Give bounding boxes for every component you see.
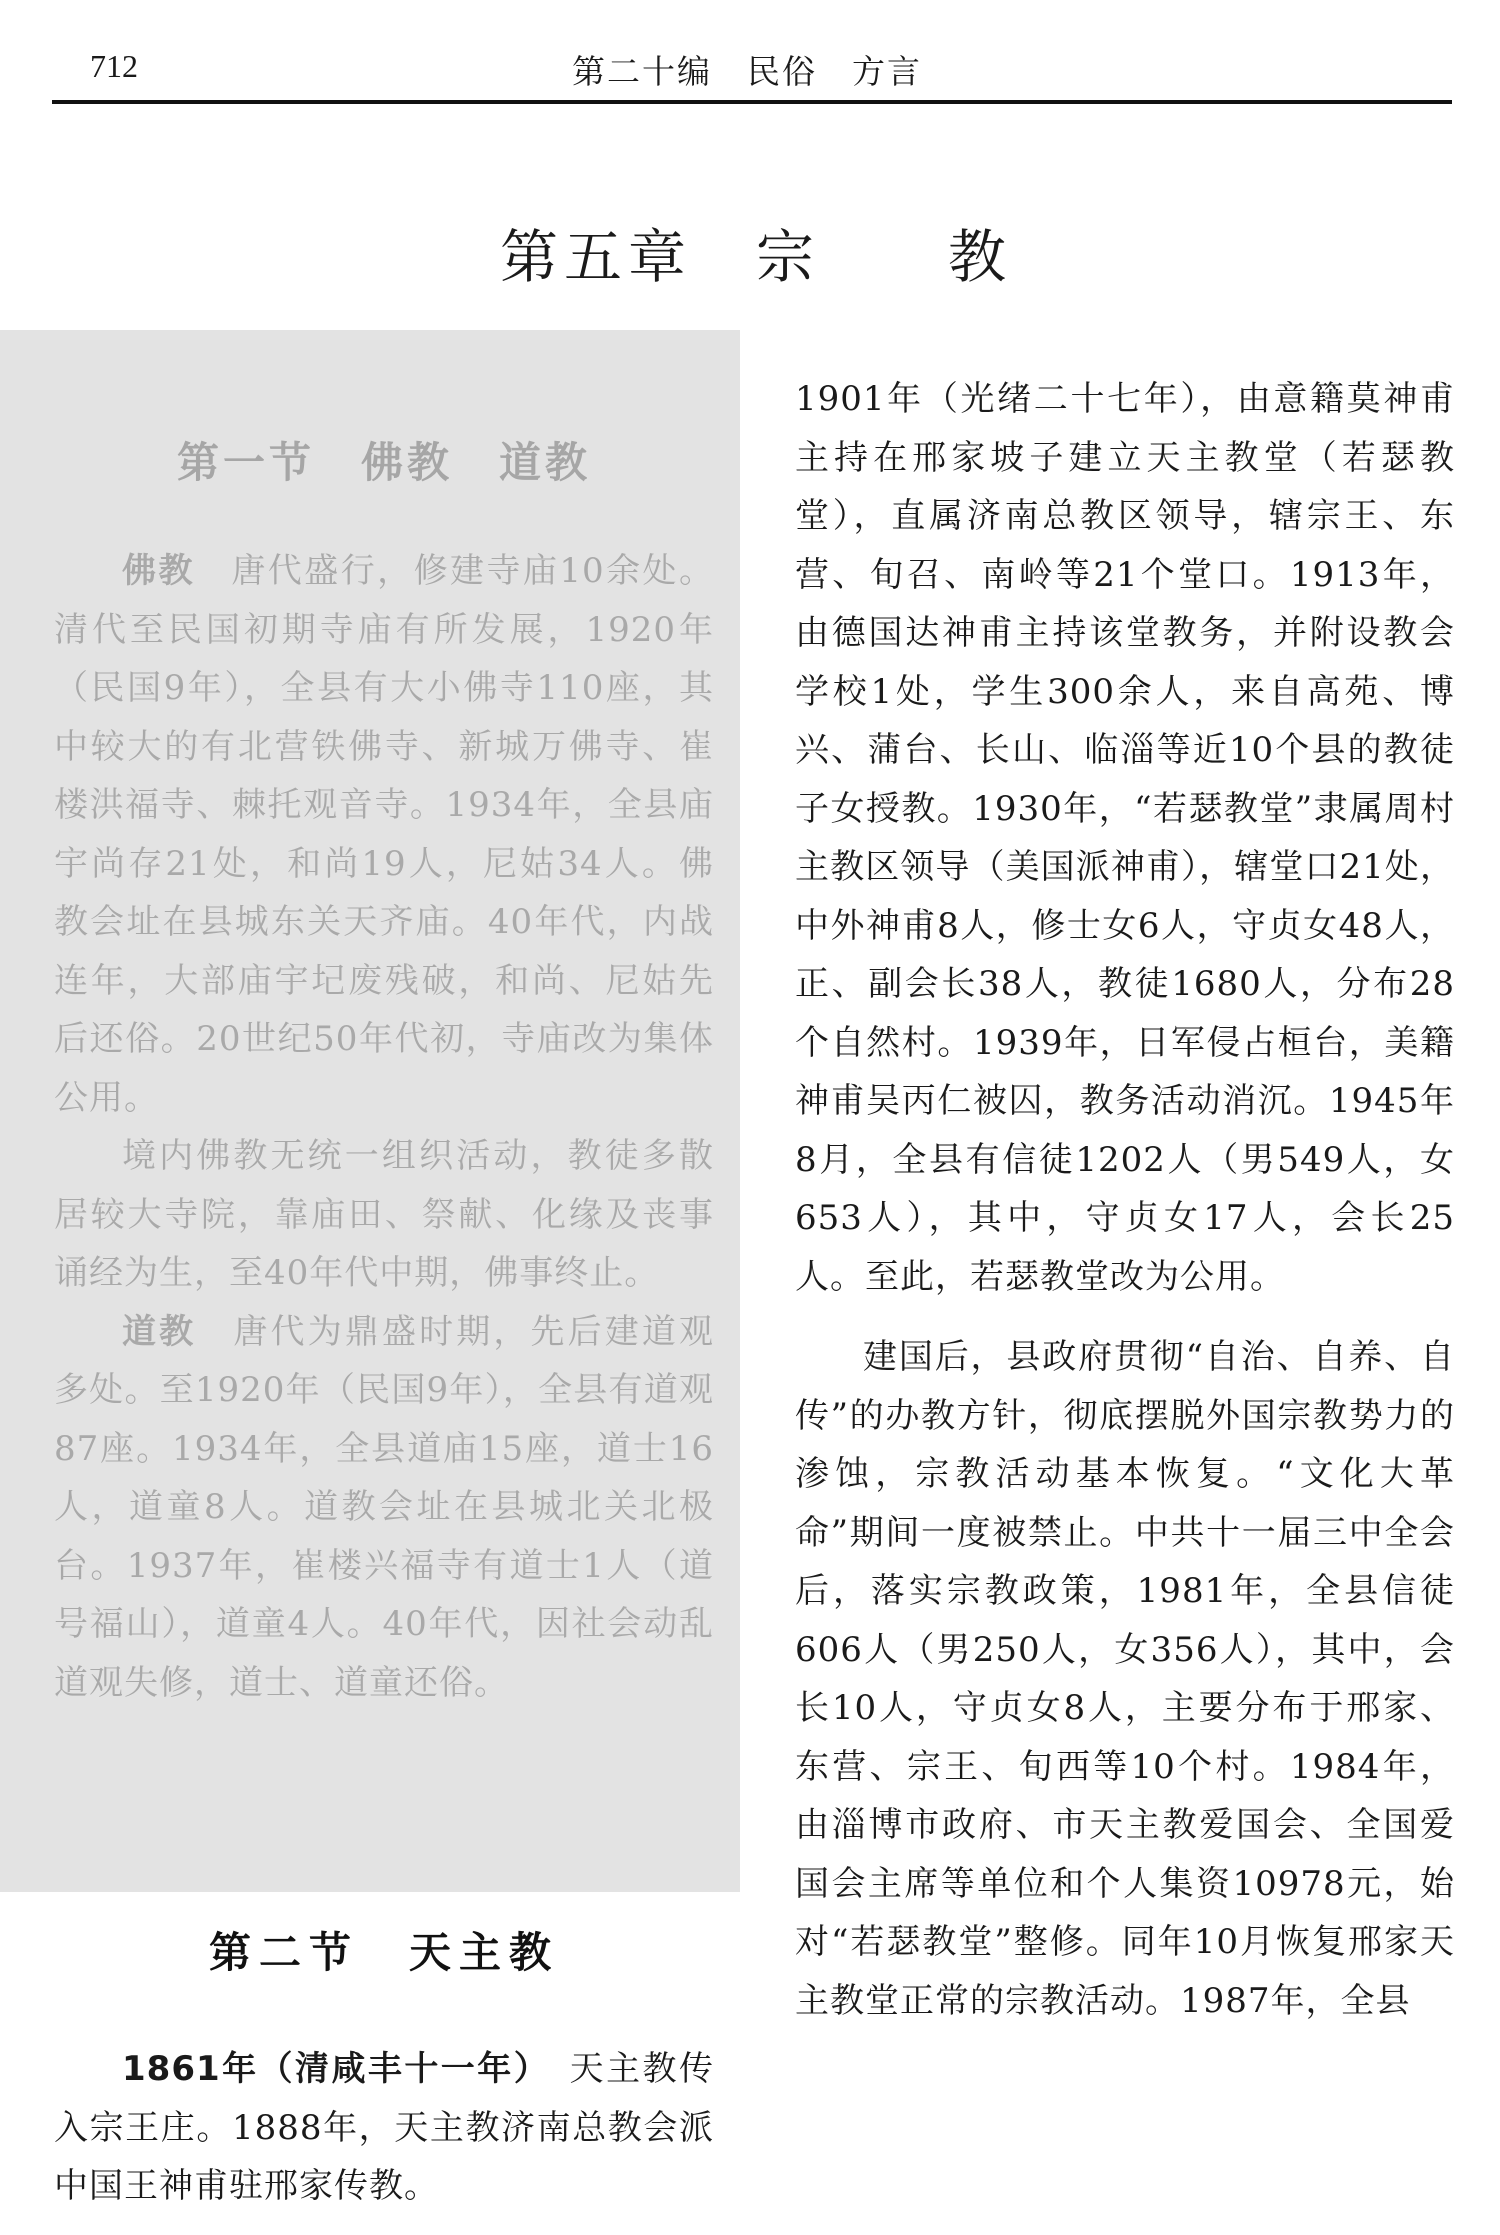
- header-rule: [52, 100, 1452, 104]
- running-title: 第二十编 民俗 方言: [572, 52, 922, 91]
- chapter-title: 第五章 宗 教: [500, 223, 1013, 291]
- catholic-lead-date: 1861年（清咸丰十一年）: [122, 2049, 534, 2089]
- catholic-text-1-left: 天主教传入宗王庄。1888年，天主教济南总教会派中国王神甫驻邢家传教。: [54, 2049, 715, 2206]
- section1-title: 第一节 佛教 道教: [176, 438, 591, 487]
- taoism-paragraph-1: [54, 1303, 714, 1713]
- buddhism-text-1: 唐代盛行，修建寺庙10余处。清代至民国初期寺庙有所发展，1920年（民国9年），全县有大小佛寺110座，其中较大的有北营铁佛寺、新城万佛寺、崔楼洪福寺、棘托观音寺。1934年，全县庙宇尚存21处，和尚19人，尼姑34人。佛教会址在县城东关天齐庙。40年代，内战连年，大部庙宇圮废残破，和尚、尼姑先后还俗。20世纪50年代初，寺庙改为集体公用。: [54, 551, 715, 1118]
- taoism-text-1: 唐代为鼎盛时期，先后建道观多处。至1920年（民国9年），全县有道观87座。1934年，全县道庙15座，道士16人，道童8人。道教会址在县城北关北极台。1937年，崔楼兴福寺有道士1人（道号福山），道童4人。40年代，因社会动乱道观失修，道士、道童还俗。: [54, 1311, 715, 1703]
- buddhism-paragraph-1: [54, 542, 714, 1127]
- catholic-paragraph-1-continued: 1901年（光绪二十七年），由意籍莫神甫主持在邢家坡子建立天主教堂（若瑟教堂），直属济南总教区领导，辖宗王、东营、旬召、南岭等21个堂口。1913年，由德国达神甫主持该堂教务，并附设教会学校1处，学生300余人，来自高苑、博兴、蒲台、长山、临淄等近10个县的教徒子女授教。1930年，“若瑟教堂”隶属周村主教区领导（美国派神甫），辖堂口21处，中外神甫8人，修士女6人，守贞女48人，正、副会长38人，教徒1680人，分布28个自然村。1939年，日军侵占桓台，美籍神甫吴丙仁被囚，教务活动消沉。1945年8月，全县有信徒1202人（男549人，女653人），其中，守贞女17人，会长25人。至此，若瑟教堂改为公用。: [795, 379, 1455, 1297]
- buddhism-lead: 佛教: [122, 551, 195, 591]
- section2-body-left: [54, 2040, 714, 2216]
- page-header: [52, 40, 1452, 96]
- catholic-paragraph-2: 建国后，县政府贯彻“自治、自养、自传”的办教方针，彻底摆脱外国宗教势力的渗蚀，宗教活动基本恢复。“文化大革命”期间一度被禁止。中共十一届三中全会后，落实宗教政策，1981年，全县信徒606人（男250人，女356人），其中，会长10人，守贞女8人，主要分布于邢家、东营、宗王、旬西等10个村。1984年，由淄博市政府、市天主教爱国会、全国爱国会主席等单位和个人集资10978元，始对“若瑟教堂”整修。同年10月恢复邢家天主教堂正常的宗教活动。1987年，全县: [795, 1337, 1455, 2021]
- left-column-section1: [54, 330, 714, 1712]
- buddhism-paragraph-2: 境内佛教无统一组织活动，教徒多散居较大寺院，靠庙田、祭献、化缘及丧事诵经为生，至40年代中期，佛事终止。: [54, 1136, 714, 1293]
- right-column: [795, 370, 1455, 2030]
- paragraph-gap: [795, 1306, 1455, 1328]
- section1-body: [54, 542, 714, 1712]
- taoism-lead: 道教: [122, 1311, 197, 1352]
- page-number: 712: [90, 48, 138, 84]
- catholic-paragraph-1-start: [54, 2040, 714, 2216]
- section2-title: 第二节 天主教: [208, 1928, 559, 1977]
